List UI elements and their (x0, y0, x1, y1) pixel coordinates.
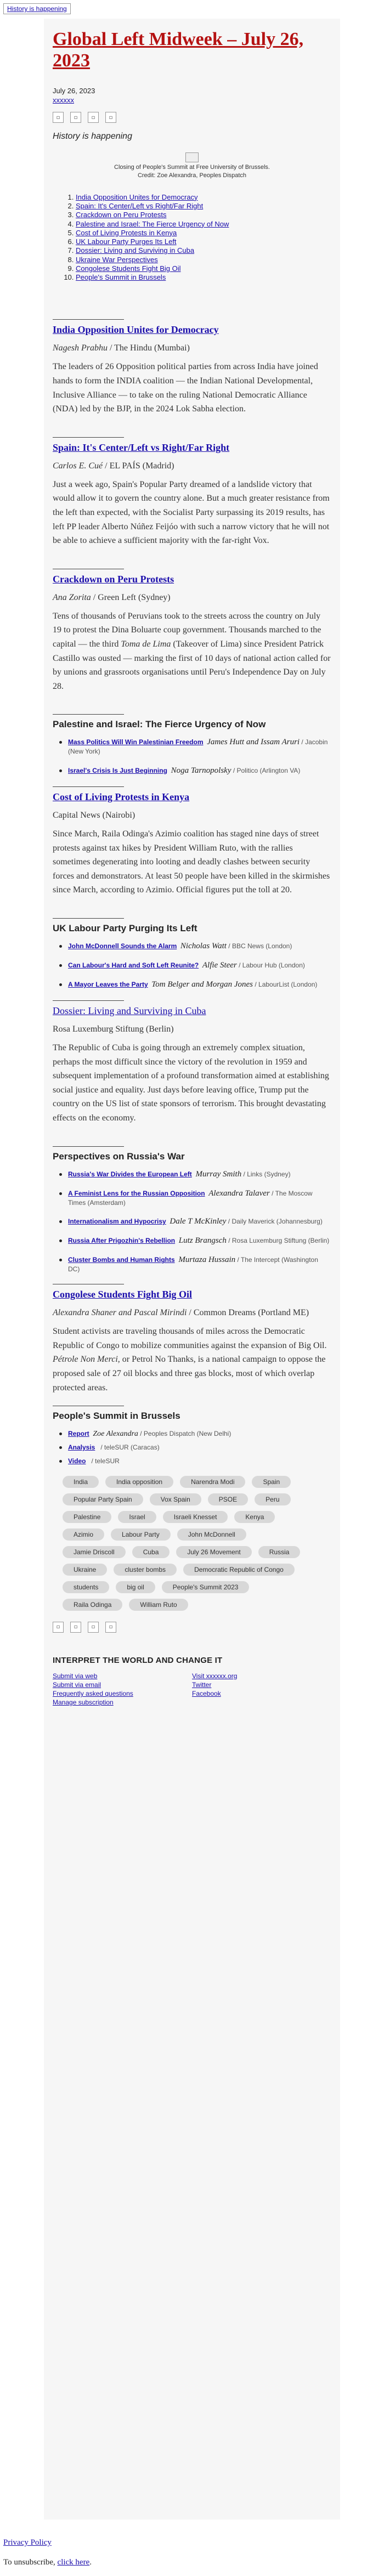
tag[interactable]: People's Summit 2023 (162, 1581, 250, 1593)
author: Nicholas Watt (180, 942, 227, 951)
publication: / teleSUR (89, 1457, 120, 1465)
footer-link[interactable]: Facebook (192, 1690, 221, 1698)
section-divider (53, 918, 124, 919)
list-item (59, 738, 331, 756)
privacy-policy-link[interactable]: Privacy Policy (3, 2538, 52, 2547)
toc-item (76, 211, 331, 219)
section-link[interactable]: Dossier: Living and Surviving in Cuba (53, 1005, 206, 1017)
tag[interactable]: big oil (116, 1581, 155, 1593)
author: Dale T McKinley (170, 1217, 227, 1226)
article-link[interactable]: Report (68, 1430, 89, 1438)
footer-link[interactable]: Submit via email (53, 1680, 101, 1689)
footer-links (53, 1672, 331, 1707)
toc-link[interactable]: Spain: It's Center/Left vs Right/Far Right (76, 202, 204, 211)
toc-link[interactable]: People's Summit in Brussels (76, 273, 166, 282)
footer-link[interactable]: Visit xxxxxx.org (192, 1672, 238, 1680)
article-link[interactable]: Internationalism and Hypocrisy (68, 1218, 166, 1226)
site-link[interactable]: xxxxxx (53, 96, 74, 105)
author: Alexandra Shaner and Pascal Mirindi (53, 1308, 187, 1318)
toc-link[interactable]: India Opposition Unites for Democracy (76, 193, 198, 201)
article-link[interactable]: Mass Politics Will Win Palestinian Freedom (68, 738, 204, 746)
footer (53, 1656, 331, 1707)
footer-col-left (53, 1672, 192, 1707)
tag[interactable]: William Ruto (129, 1599, 188, 1611)
hero-image-icon (185, 152, 199, 162)
tag[interactable]: Jamie Driscoll (63, 1546, 126, 1558)
share-icon[interactable]: ▫ (88, 112, 99, 123)
list-item (59, 766, 331, 775)
body-text: , or Petrol No Thanks, is a national campaign to oppose the proposed sale of 27 oil blocks and three gas blocks, most of which overlap protected areas. (53, 1355, 326, 1392)
article-link[interactable]: Israel's Crisis Is Just Beginning (68, 767, 167, 775)
author: Carlos E. Cué (53, 461, 103, 471)
body-text: Student activists are traveling thousands of miles across the Democratic Republic of Congo to mobilize communities against the expansion of Big Oil. (53, 1327, 327, 1350)
toc-link[interactable]: Dossier: Living and Surviving in Cuba (76, 246, 195, 255)
publication: / Peoples Dispatch (New Delhi) (138, 1430, 231, 1438)
author: Alfie Steer (202, 961, 237, 970)
toc-link[interactable]: UK Labour Party Purges Its Left (76, 237, 177, 246)
list-item (59, 1429, 331, 1439)
author: Tom Belger and Morgan Jones (151, 980, 253, 989)
tag[interactable]: Spain (252, 1476, 291, 1488)
source: / EL PAÍS (Madrid) (103, 461, 174, 471)
share-icon[interactable]: ▫ (70, 1622, 81, 1633)
share-icons (53, 112, 331, 123)
footer-heading: INTERPRET THE WORLD AND CHANGE IT (53, 1655, 223, 1665)
article-link[interactable]: A Feminist Lens for the Russian Opposition (68, 1189, 205, 1197)
article-link[interactable]: Russia's War Divides the European Left (68, 1170, 192, 1178)
tag[interactable]: cluster bombs (114, 1564, 177, 1576)
article-list (59, 1429, 331, 1466)
publication: / BBC News (London) (226, 942, 292, 950)
newsletter-container (44, 19, 340, 2520)
issue-date: July 26, 2023 (53, 87, 95, 95)
publication: / Politico (Arlington VA) (231, 767, 301, 775)
tag[interactable]: India opposition (105, 1476, 173, 1488)
toc-link[interactable]: Congolese Students Fight Big Oil (76, 264, 181, 273)
tag[interactable]: Peru (255, 1493, 290, 1505)
byline (53, 343, 331, 353)
toc-item (76, 264, 331, 273)
source: / Green Left (Sydney) (91, 592, 171, 602)
list-item (59, 1236, 331, 1245)
section-title-peru (53, 574, 331, 585)
tag[interactable]: Labour Party (111, 1528, 171, 1541)
share-icons-bottom (53, 1622, 331, 1633)
tag[interactable]: Palestine (63, 1511, 111, 1523)
top-banner (3, 3, 71, 14)
article-link[interactable]: Can Labour's Hard and Soft Left Reunite? (68, 961, 199, 970)
list-item (59, 961, 331, 970)
section-title-congo (53, 1289, 331, 1300)
list-item (59, 1217, 331, 1226)
section-title-india (53, 324, 331, 336)
section-body: The Republic of Cuba is going through an extremely complex situation, perhaps the most difficult since the victory of the revolution in 1959 and subsequent implementation of a profound transformation aimed at establishing social justice and equality. Just days before leaving office, Trump put the country on the US list of state sponsors of terrorism. This brought devastating effects on the economy. (53, 1043, 329, 1123)
source: / Common Dreams (Portland ME) (187, 1308, 309, 1318)
tag-list (63, 1476, 304, 1611)
toc-item (76, 246, 331, 255)
banner-link[interactable]: History is happening (3, 3, 71, 14)
tag[interactable]: July 26 Movement (176, 1546, 251, 1558)
publication: / teleSUR (Caracas) (99, 1443, 160, 1452)
unsubscribe-line (3, 2558, 92, 2567)
article-list (59, 1170, 331, 1275)
footer-link[interactable]: Twitter (192, 1680, 212, 1689)
section-body (53, 609, 331, 694)
tag[interactable]: Ukraine (63, 1564, 107, 1576)
list-item (59, 1457, 331, 1466)
byline (53, 593, 331, 603)
body-text: Tens of thousands of Peruvians took to the streets across the country on July 19 to protest the Dina Boluarte coup government. Thousands marched to the capital — the third (53, 611, 321, 649)
toc-item (76, 193, 331, 202)
author: James Hutt and Issam Aruri (207, 738, 300, 747)
section-link[interactable]: India Opposition Unites for Democracy (53, 324, 219, 336)
list-item (59, 1170, 331, 1179)
article-link[interactable]: Analysis (68, 1443, 95, 1452)
share-icon[interactable]: ▫ (88, 1622, 99, 1633)
section-divider (53, 319, 124, 320)
tag[interactable]: Cuba (132, 1546, 170, 1558)
section-title-russia: Perspectives on Russia's War (53, 1151, 185, 1162)
article-link[interactable]: John McDonnell Sounds the Alarm (68, 942, 177, 950)
article-link[interactable]: A Mayor Leaves the Party (68, 981, 148, 989)
toc-link[interactable]: Palestine and Israel: The Fierce Urgency of Now (76, 219, 229, 228)
author: Murray Smith (195, 1169, 242, 1179)
tag[interactable]: John McDonnell (177, 1528, 246, 1541)
table-of-contents (65, 193, 331, 282)
section-title-brussels: People's Summit in Brussels (53, 1411, 180, 1422)
section-body: The leaders of 26 Opposition political parties from across India have joined hands to form the INDIA coalition — the Indian National Developmental, Inclusive Alliance — to take on the ruling National Democratic Alliance (NDA) led by the BJP, in the 2024 Lok Sabha election. (53, 362, 318, 414)
author: Noga Tarnopolsky (171, 766, 231, 775)
article-link[interactable]: Cluster Bombs and Human Rights (68, 1256, 175, 1264)
unsubscribe-end: . (89, 2558, 92, 2567)
section-body (53, 1324, 331, 1395)
tag[interactable]: Russia (258, 1546, 301, 1558)
unsubscribe-link[interactable]: click here (57, 2558, 90, 2567)
footer-link[interactable]: Frequently asked questions (53, 1690, 133, 1698)
share-icon[interactable]: ▫ (53, 112, 64, 123)
publication: / Daily Maverick (Johannesburg) (226, 1218, 323, 1226)
author: Lutz Brangsch (178, 1236, 227, 1245)
tag[interactable]: students (63, 1581, 109, 1593)
tag[interactable]: Narendra Modi (180, 1476, 245, 1488)
toc-item (76, 237, 331, 246)
section-divider (53, 1146, 124, 1147)
author: Ana Zorita (53, 592, 91, 602)
section-title-cuba (53, 1005, 331, 1017)
list-item (59, 1255, 331, 1274)
body-emphasis: Toma de Lima (121, 639, 171, 649)
section-divider (53, 437, 124, 438)
source: Rosa Luxemburg Stiftung (Berlin) (53, 1024, 174, 1034)
toc-item (76, 220, 331, 229)
section-title-uk: UK Labour Party Purging Its Left (53, 923, 197, 934)
toc-item (76, 202, 331, 211)
section-title-kenya (53, 791, 331, 803)
author: Zoe Alexandra (93, 1430, 138, 1439)
publication: / The Moscow Times (Amsterdam) (68, 1189, 313, 1207)
author: Murtaza Hussain (178, 1255, 236, 1265)
section-divider (53, 786, 124, 787)
hero-figure (53, 152, 331, 180)
section-link[interactable]: Cost of Living Protests in Kenya (53, 791, 190, 803)
article-list (59, 738, 331, 775)
publication: / Jacobin (New York) (68, 738, 328, 756)
section-divider (53, 1000, 124, 1001)
newsletter-title[interactable]: Global Left Midweek – July 26, 2023 (53, 29, 304, 71)
share-icon[interactable]: ▫ (53, 1622, 64, 1633)
publication: / Labour Hub (London) (236, 961, 305, 970)
list-item (59, 942, 331, 951)
tagline: History is happening (53, 132, 132, 141)
section-link[interactable]: Crackdown on Peru Protests (53, 573, 174, 585)
author: Nagesh Prabhu (53, 343, 108, 353)
share-icon[interactable]: ▫ (105, 1622, 116, 1633)
body-text: (Takeover of Lima) since President Patrick Castillo was ousted — marking the first of 10 days of national action called for by unions and grassroots organisations until Peru's Independence Day on July 28. (53, 639, 331, 691)
tag[interactable]: Israel (118, 1511, 156, 1523)
author: Alexandra Talaver (208, 1188, 270, 1198)
footer-col-right (192, 1672, 331, 1707)
list-item (59, 1189, 331, 1208)
toc-item (76, 273, 331, 282)
source: Capital News (Nairobi) (53, 811, 135, 820)
section-divider (53, 714, 124, 715)
article-link[interactable]: Russia After Prigozhin's Rebellion (68, 1237, 176, 1245)
publication: / Rosa Luxemburg Stiftung (Berlin) (226, 1237, 330, 1245)
tag[interactable]: India (63, 1476, 99, 1488)
share-icon[interactable]: ▫ (70, 112, 81, 123)
article-link[interactable]: Video (68, 1457, 86, 1465)
section-link[interactable]: Spain: It's Center/Left vs Right/Far Right (53, 441, 230, 453)
list-item (59, 1443, 331, 1452)
tag[interactable]: Raila Odinga (63, 1599, 122, 1611)
tag[interactable]: Vox Spain (150, 1493, 201, 1505)
publication: / Links (Sydney) (241, 1170, 291, 1178)
toc-link[interactable]: Ukraine War Perspectives (76, 255, 158, 264)
article-list (59, 942, 331, 989)
tag[interactable]: Democratic Republic of Congo (183, 1564, 295, 1576)
publication: / The Intercept (Washington DC) (68, 1256, 318, 1273)
toc-link[interactable]: Crackdown on Peru Protests (76, 211, 167, 219)
byline (53, 461, 331, 471)
unsubscribe-text: To unsubscribe, (3, 2558, 58, 2567)
tag[interactable]: Kenya (234, 1511, 275, 1523)
footer-link[interactable]: Manage subscription (53, 1699, 114, 1707)
share-icon[interactable]: ▫ (105, 112, 116, 123)
tag[interactable]: Azimio (63, 1528, 104, 1541)
body-emphasis: Pétrole Non Merci (53, 1355, 118, 1365)
toc-item (76, 229, 331, 237)
section-body: Since March, Raila Odinga's Azimio coalition has staged nine days of street protests against tax hikes by President William Ruto, with the rallies sometimes degenerating into looting and deadly clashes between security forces and demonstrators. At least 50 people have been killed in the skirmishes since March, according to Azimio. Official figures put the toll at 20. (53, 829, 330, 895)
source: / The Hindu (Mumbai) (108, 343, 190, 353)
section-link[interactable]: Congolese Students Fight Big Oil (53, 1289, 193, 1300)
footer-link[interactable]: Submit via web (53, 1672, 98, 1680)
section-title-spain (53, 442, 331, 454)
tag[interactable]: Popular Party Spain (63, 1493, 143, 1505)
hero-caption: Closing of People's Summit at Free University of Brussels. Credit: Zoe Alexandra, Peoples Dispatch (114, 164, 270, 179)
tag[interactable]: PSOE (208, 1493, 248, 1505)
section-body: Just a week ago, Spain's Popular Party dreamed of a landslide victory that would allow it to govern the country alone. But a much greater resistance from the left than expected, with the Socialist Party surpassing its 2019 results, has left PP leader Alberto Núñez Feijóo with such a narrow victory that he will not be able to achieve a sufficient majority with the far-right Vox. (53, 479, 330, 546)
publication: / LabourList (London) (253, 981, 318, 989)
toc-item (76, 256, 331, 264)
tag[interactable]: Israeli Knesset (163, 1511, 228, 1523)
list-item (59, 980, 331, 989)
byline (53, 1308, 331, 1318)
toc-link[interactable]: Cost of Living Protests in Kenya (76, 228, 177, 237)
section-title-palestine: Palestine and Israel: The Fierce Urgency of Now (53, 719, 266, 730)
